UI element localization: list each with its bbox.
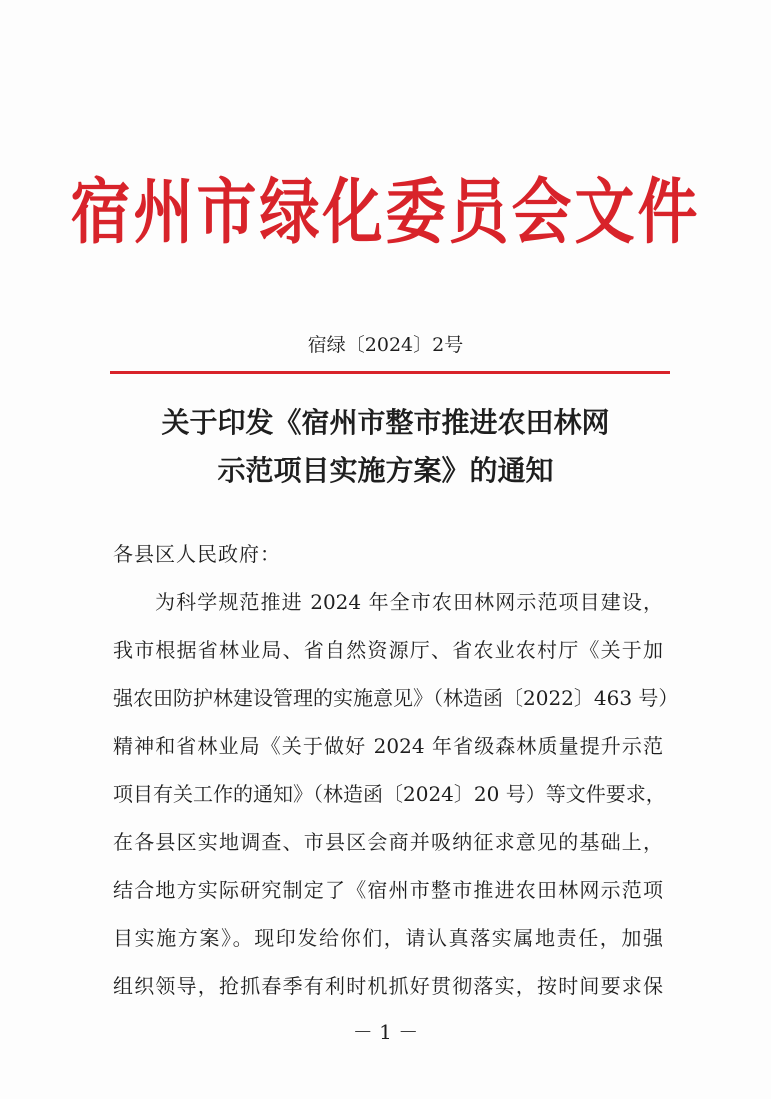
body-line: 项目有关工作的通知》（林造函〔2024〕20 号）等文件要求， [113, 782, 666, 806]
body-line: 精神和省林业局《关于做好 2024 年省级森林质量提升示范 [113, 734, 663, 758]
body-line: 我市根据省林业局、省自然资源厅、省农业农村厅《关于加 [113, 638, 663, 662]
body-line: 目实施方案》。现印发给你们，请认真落实属地责任，加强 [113, 926, 663, 950]
notice-title-line-1: 关于印发《宿州市整市推进农田林网 [161, 406, 610, 439]
document-number: 宿绿〔2024〕2号 [307, 334, 464, 356]
page-number: － 1 － [352, 1020, 419, 1044]
body-line: 为科学规范推进 2024 年全市农田林网示范项目建设， [155, 590, 663, 614]
body-line: 在各县区实地调查、市县区会商并吸纳征求意见的基础上， [113, 830, 663, 854]
red-divider-line [110, 371, 670, 374]
body-line: 结合地方实际研究制定了《宿州市整市推进农田林网示范项 [113, 878, 663, 902]
red-header-title: 宿州市绿化委员会文件 [70, 171, 701, 255]
body-line: 强农田防护林建设管理的实施意见》（林造函〔2022〕463 号） [113, 686, 679, 710]
body-line: 组织领导，抢抓春季有利时机抓好贯彻落实，按时间要求保 [113, 974, 663, 998]
salutation: 各县区人民政府： [113, 542, 281, 566]
notice-title-line-2: 示范项目实施方案》的通知 [217, 454, 554, 487]
